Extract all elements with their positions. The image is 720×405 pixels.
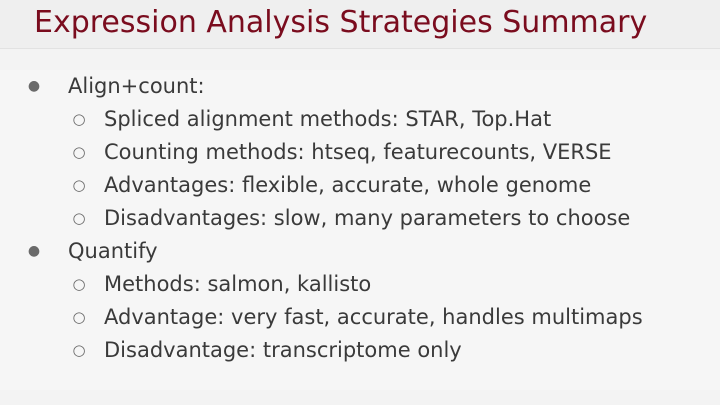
bullet-item-quantify: [0, 235, 720, 367]
slide-title: Expression Analysis Strategies Summary: [34, 5, 648, 40]
sub-bullet-item: [0, 301, 720, 334]
sub-bullet-item: [0, 268, 720, 301]
sub-bullet-text: Spliced alignment methods: STAR, Top.Hat: [104, 107, 552, 131]
hollow-bullet-icon: ○: [72, 110, 86, 128]
slide-body: [0, 70, 720, 390]
hollow-bullet-icon: ○: [72, 341, 86, 359]
sub-bullet-text: Counting methods: htseq, featurecounts, VERSE: [104, 140, 612, 164]
hollow-bullet-icon: ○: [72, 143, 86, 161]
sub-bullet-item: [0, 202, 720, 235]
sub-bullet-item: [0, 169, 720, 202]
bullet-label: Align+count:: [68, 74, 205, 98]
sub-bullet-text: Disadvantages: slow, many parameters to choose: [104, 206, 631, 230]
sub-bullet-list: [68, 268, 720, 367]
hollow-bullet-icon: ○: [72, 275, 86, 293]
sub-bullet-list: [68, 103, 720, 235]
sub-bullet-item: [0, 334, 720, 367]
filled-bullet-icon: ●: [27, 243, 41, 259]
sub-bullet-item: [0, 103, 720, 136]
bullet-label: Quantify: [68, 239, 158, 263]
hollow-bullet-icon: ○: [72, 176, 86, 194]
sub-bullet-text: Advantages: flexible, accurate, whole genome: [104, 173, 592, 197]
filled-bullet-icon: ●: [27, 78, 41, 94]
hollow-bullet-icon: ○: [72, 308, 86, 326]
sub-bullet-text: Disadvantage: transcriptome only: [104, 338, 462, 362]
sub-bullet-item: [0, 136, 720, 169]
bullet-item-align-count: [0, 70, 720, 235]
sub-bullet-text: Methods: salmon, kallisto: [104, 272, 372, 296]
title-bar: [0, 0, 720, 49]
bullet-list: [0, 70, 720, 367]
sub-bullet-text: Advantage: very fast, accurate, handles multimaps: [104, 305, 643, 329]
hollow-bullet-icon: ○: [72, 209, 86, 227]
